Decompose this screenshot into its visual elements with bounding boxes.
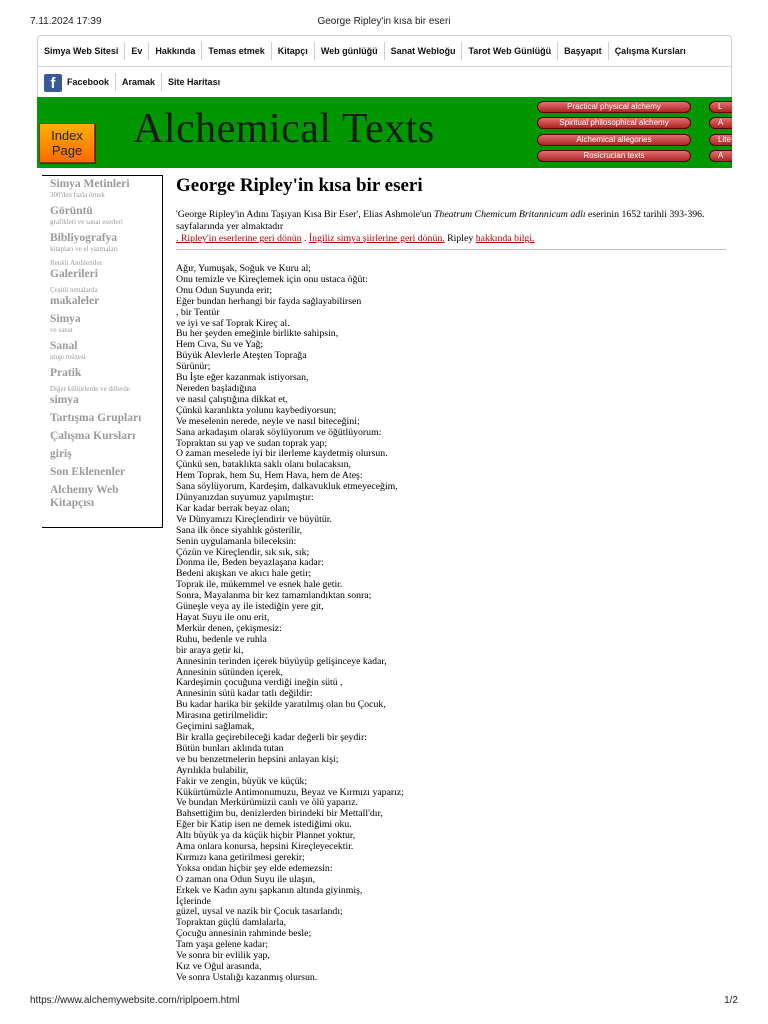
sidebar-item-simya-kulturler[interactable] [50,385,162,407]
banner-link-allegories[interactable]: Alchemical allegories [537,134,691,146]
index-page-button[interactable] [39,123,95,163]
poem-line: Güneşle veya ay ile istediğin yere git, [176,601,324,613]
poem-line: Senin uygulamanla bileceksin: [176,535,297,547]
nav-item-tarot-web-gunlugu[interactable]: Tarot Web Günlüğü [462,42,558,60]
poem-line: Geçimini sağlamak, [176,721,255,733]
top-navigation [37,35,732,97]
sidebar-item-label: Sanal [50,340,78,352]
poem-line: Bahsettiğim bu, denizlerden birindeki bir Mettall'dır, [176,808,383,820]
sidebar-item-sanal[interactable] [50,340,162,362]
poem-line: Donma ile, Beden beyazlaşana kadar: [176,557,324,569]
print-url: https://www.alchemywebsite.com/riplpoem.html [30,995,240,1006]
banner-link-rosicrucian[interactable]: Rosicrucian texts [537,150,691,162]
poem-line: Ve sonra Ustalığı kazanmış olursun. [176,971,318,983]
banner-link-right-3[interactable]: Lite [709,134,732,146]
intro-text-1: 'George Ripley'in Adını Taşıyan Kısa Bir Eser', Elias Ashmole'un [176,209,434,220]
sidebar-item-label: giriş [50,448,72,460]
poem-line: Ağır, Yumuşak, Soğuk ve Kuru al; [176,263,312,274]
sidebar-item-calisma-kurslari[interactable] [50,430,162,443]
nav-item-sanat-weblogu[interactable]: Sanat Webloğu [385,42,463,60]
sidebar-item-sublabel: ve sanat [50,326,73,334]
sidebar-item-prelabel: Diğer kültürlerde ve dillerde [50,385,130,393]
print-footer [30,995,738,1009]
poem-line: Sana arkadaşım olarak söylüyorum ve öğütlüyorum: [176,426,382,438]
index-page-line2: Page [51,143,83,158]
poem-line: Bu her şeyden emeğinle birlikte sahipsin, [176,328,339,340]
poem-line: Sonra, Mayalanma bir kez tamamlandıktan sonra; [176,590,372,602]
sidebar-item-label: Alchemy Web Kitapçısı [50,484,119,509]
print-doc-title: George Ripley'in kısa bir eseri [317,16,451,27]
poem-line: Nereden başladığına [176,382,257,394]
poem-line: güzel, uysal ve nazik bir Çocuk tasarlandı; [176,906,343,918]
poem-line: O zaman ona Odun Suyu ile ulaşın, [176,873,316,885]
sidebar-item-label: Galerileri [50,268,98,280]
poem-line: Çözün ve Kireçlendir, sık sık, sık; [176,546,310,558]
sidebar-item-son-eklenenler[interactable] [50,466,162,479]
poem-line: Büyük Alevlerle Ateşten Toprağa [176,350,307,362]
sidebar-item-simya-metinleri[interactable] [50,178,162,200]
intro-italic: Theatrum Chemicum Britannicum adlı [433,209,586,220]
sidebar-item-prelabel: Çeşitli temalarda [50,286,98,294]
sidebar-item-sublabel: 300'den fazla örnek [50,191,105,199]
poem-line: Çocuğu annesinin rahminde besle; [176,928,312,940]
poem-line: Fakir ve zengin, büyük ve küçük; [176,775,308,787]
poem-line: Kırmızı kana getirilmesi gerekir; [176,851,305,863]
poem-line: Sana söylüyorum, Kardeşim, dalkavukluk etmeyeceğim, [176,481,398,493]
poem-line: Bir kralla geçirebileceği kadar değerli bir şeydir: [176,731,367,743]
divider [176,249,726,250]
banner-link-right-2[interactable]: A [709,117,732,129]
sidebar-item-sublabel: kitapları ve el yazmaları [50,245,118,253]
sidebar-item-giris[interactable] [50,448,162,461]
poem-line: Kız ve Oğul arasında, [176,961,262,972]
poem-line: Merkür denen, çekişmesiz: [176,622,282,634]
poem-line: Onu temizle ve Kireçlemek için onu ustaca öğüt: [176,273,368,285]
facebook-icon: f [44,74,62,92]
intro-sep: . [301,233,309,244]
sidebar-item-sublabel: grafikleri ve sanat eserleri [50,218,123,226]
sidebar-item-label: Bibliyografya [50,232,118,244]
sidebar-item-kitapcisi[interactable] [50,484,162,510]
poem-line: Ayrılıkla bulabilir, [176,764,249,776]
poem-line: Hayat Suyu ile onu erit, [176,612,270,623]
nav-item-ev[interactable]: Ev [125,42,149,60]
poem-line: Dünyanızdan suyumuz yapılmıştır: [176,492,314,504]
banner-link-practical-physical[interactable]: Practical physical alchemy [537,101,691,113]
nav-row-primary [38,36,731,67]
poem-line: bir araya getir ki, [176,644,244,656]
sidebar-item-makaleler[interactable] [50,286,162,308]
nav-item-calisma-kurslari[interactable]: Çalışma Kursları [614,46,686,56]
print-header [30,16,738,30]
nav-item-facebook[interactable] [38,73,116,91]
poem-line: Ve Dünyamızı Kireçlendirir ve büyütür. [176,513,332,525]
print-datetime: 7.11.2024 17:39 [30,16,102,27]
nav-item-site-haritasi[interactable]: Site Haritası [168,77,221,87]
poem-line: Eğer bundan herhangi bir fayda sağlayabilirsen [176,295,362,307]
sidebar-item-label: Son Eklenenler [50,466,126,478]
poem-line: Hem Cıva, Su ve Yağ; [176,339,264,351]
poem-line: Toprak ile, mükemmel ve esnek hale getir. [176,579,343,591]
poem-line: Annesinin terinden içerek büyüyüp gelişinceye kadar, [176,655,387,667]
poem-line: ve nasıl çalıştığına dikkat et, [176,393,288,405]
sidebar-item-goruntu[interactable] [50,205,162,227]
poem-line: , bir Tentür [176,306,220,318]
intro-text-3: Ripley [444,233,476,244]
sidebar-item-prelabel: Renkli Amblemler [50,259,102,267]
poem-line: Annesinin sütü kadar tatlı değildir: [176,688,313,700]
nav-row-secondary [38,67,731,97]
poem-line: Eğer bir Katip isen ne demek istediğimi oku. [176,819,352,831]
sidebar-item-label: Simya Metinleri [50,178,130,190]
sidebar-item-label: Görüntü [50,205,93,217]
link-english-poems[interactable]: İngiliz simya şiirlerine geri dönün. [308,233,445,244]
poem-line: Ruhu, bedenle ve ruhla [176,633,267,645]
nav-item-aramak[interactable]: Aramak [116,73,162,91]
banner-link-right-4[interactable]: A [709,150,732,162]
banner [37,97,732,168]
poem-line: Bu İşte eğer kazanmak istiyorsan, [176,372,309,384]
sidebar-item-bibliyografya[interactable] [50,232,162,254]
banner-title: Alchemical Texts [133,106,435,152]
nav-item-web-gunlugu[interactable]: Web günlüğü [315,42,385,60]
nav-item-temas-etmek[interactable]: Temas etmek [202,42,271,60]
poem-line: Bedeni akışkan ve akıcı hale getir; [176,568,312,580]
poem-line: Onu Odun Suyunda erit; [176,284,273,296]
sidebar-item-label: makaleler [50,295,100,307]
poem-line: Hem Toprak, hem Su, Hem Hava, hem de Ateş: [176,470,363,482]
poem-line: Tam yaşa gelene kadar; [176,939,269,951]
nav-item-hakkinda[interactable]: Hakkında [149,42,202,60]
poem-line: Ama onlara konursa, hepsini Kireçleyecektir. [176,841,354,853]
sidebar-item-label: Simya [50,313,81,325]
poem-line: Altı büyük ya da küçük hiçbir Plannet yoktur, [176,830,356,842]
page-title: George Ripley'in kısa bir eseri [176,175,423,196]
poem-line: ve iyi ve saf Toprak Kireç al. [176,317,290,329]
poem-line: Kardeşimin çocuğuna verdiği ineğin sütü , [176,677,343,689]
poem-line: O zaman meselede iyi bir ilerleme kaydetmiş olursun. [176,448,388,460]
nav-item-basyapit[interactable]: Başyapıt [558,42,609,60]
sidebar-item-label: Çalışma Kursları [50,430,136,442]
poem-line: Bu kadar harika bir şekilde yaratılmış olan bu Çocuk, [176,699,386,711]
sidebar [42,175,163,528]
sidebar-item-sublabel: imge müzesi [50,353,86,361]
nav-facebook-label: Facebook [67,77,110,87]
poem-line: İçlerinde [176,895,211,907]
poem-line: Kar kadar berrak beyaz olan; [176,502,290,514]
poem-line: Topraktan su yap ve sudan toprak yap; [176,437,328,449]
poem-line: Erkek ve Kadın aynı şapkanın altında giyinmiş, [176,884,363,896]
poem-line: Kükürtümüzle Antimonumuzu, Beyaz ve Kırmızı yaparız; [176,786,404,798]
sidebar-item-label: simya [50,394,79,406]
poem-line: ve bu benzetmelerin hepsini anlayan kişi; [176,753,339,765]
poem-line: Çünkü karanlıkta yolunu kaybediyorsun; [176,404,337,416]
sidebar-item-pratik[interactable] [50,367,162,380]
nav-item-simya-web-sitesi[interactable]: Simya Web Sitesi [38,42,125,60]
poem-line: Sana ilk önce siyahlık gösterilir, [176,524,303,536]
sidebar-item-label: Pratik [50,367,82,379]
poem-line: Sürünür; [176,361,211,373]
poem-line: Mirasına getirilmelidir: [176,710,268,722]
poem-line: Çünkü sen, bataklıkta saklı olanı bulacaksın, [176,459,351,471]
sidebar-item-galerileri[interactable] [50,259,162,281]
sidebar-item-tartisma-gruplari[interactable] [50,412,162,425]
nav-item-kitapci[interactable]: Kitapçı [272,42,315,60]
poem-line: Ve meselenin nerede, neyle ve nasıl biteceğini; [176,415,360,427]
sidebar-item-simya-ve-sanat[interactable] [50,313,162,335]
print-page-number: 1/2 [724,995,738,1006]
poem-line: Bütün bunları aklında tutan [176,742,284,754]
index-page-line1: Index [51,128,83,143]
intro-paragraph [176,209,726,245]
poem-line: Ve sonra bir evlilik yap, [176,950,270,962]
banner-link-right-1[interactable]: L [709,101,732,113]
poem-line: Topraktan güçlü damlalarla, [176,917,287,929]
poem-text [176,264,576,984]
main-content [176,175,726,250]
banner-link-spiritual-philosophical[interactable]: Spiritual philosophical alchemy [537,117,691,129]
poem-line: Ve bundan Merkürümüzü canlı ve ölü yaparız. [176,797,358,809]
link-ripley-works[interactable]: . Ripley'in eserlerine geri dönün [176,233,302,244]
link-about-ripley[interactable]: hakkında bilgi. [475,233,535,244]
sidebar-item-label: Tartışma Grupları [50,412,142,424]
intro-text-2: eserinin 1652 tarihli 393-396. sayfalarında yer almaktadır [176,209,705,232]
poem-line: Yoksa ondan hiçbir şey elde edemezsin: [176,862,333,874]
poem-line: Annesinin sütünden içerek, [176,666,283,678]
